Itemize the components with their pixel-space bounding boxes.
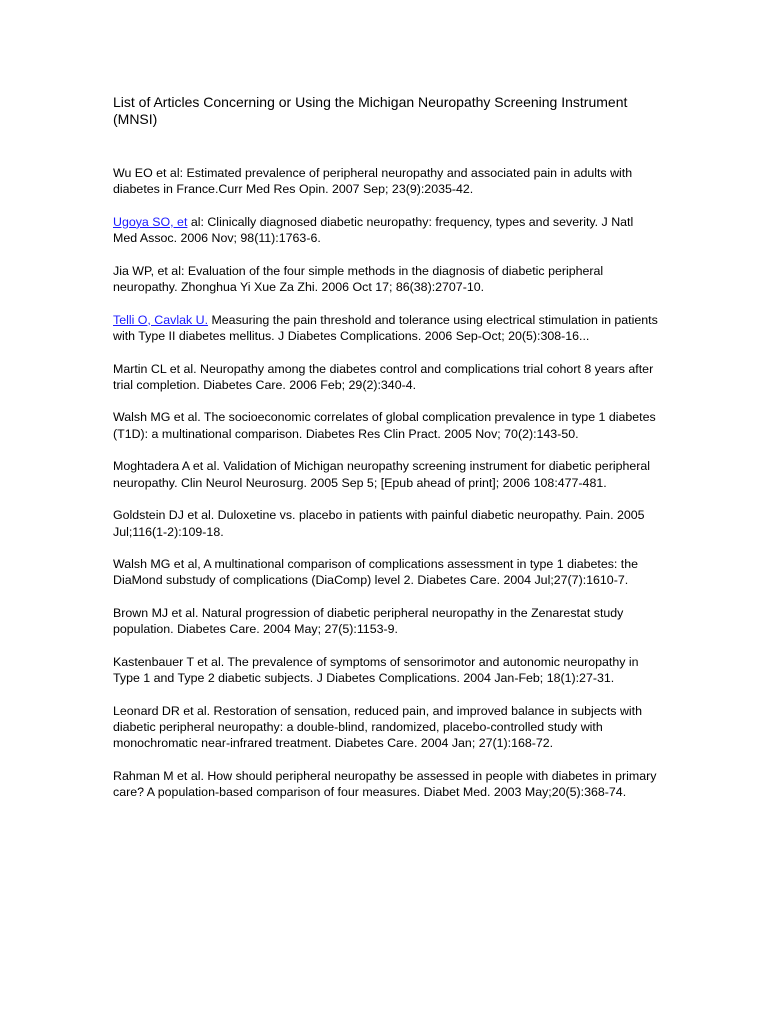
document-title: List of Articles Concerning or Using the Michigan Neuropathy Screening Instrument (MNSI) [113,94,628,127]
reference-item [113,214,658,247]
author-link[interactable]: Ugoya SO, et [113,214,188,229]
reference-text: Walsh MG et al, A multinational comparison of complications assessment in type 1 diabetes: the DiaMond substudy of complications (DiaComp) level 2. Diabetes Care. 2004 Jul;27(7):1610-7. [113,557,639,588]
reference-item [113,768,658,801]
reference-item [113,165,658,198]
reference-text: Leonard DR et al. Restoration of sensation, reduced pain, and improved balance in subjects with diabetic peripheral neuropathy: a double-blind, randomized, placebo-controlled study with monochromatic near-infrared treatment. Diabetes Care. 2004 Jan; 27(1):168-72. [113,703,642,751]
reference-text: Martin CL et al. Neuropathy among the diabetes control and complications trial cohort 8 years after trial completion. Diabetes Care. 2006 Feb; 29(2):340-4. [113,361,654,392]
reference-text: Walsh MG et al. The socioeconomic correlates of global complication prevalence in type 1 diabetes (T1D): a multinational comparison. Diabetes Res Clin Pract. 2005 Nov; 70(2):143-50. [113,410,656,441]
reference-text: Goldstein DJ et al. Duloxetine vs. placebo in patients with painful diabetic neuropathy. Pain. 2005 Jul;116(1-2):109-18. [113,508,645,539]
reference-item [113,703,658,752]
reference-text: Jia WP, et al: Evaluation of the four simple methods in the diagnosis of diabetic peripheral neuropathy. Zhonghua Yi Xue Za Zhi. 2006 Oct 17; 86(38):2707-10. [113,263,604,295]
document-page [113,94,658,817]
reference-item [113,556,658,589]
reference-text: Measuring the pain threshold and tolerance using electrical stimulation in patients with Type II diabetes mellitus. J Diabetes Complications. 2006 Sep-Oct; 20(5):308-16... [113,312,658,343]
reference-text: Brown MJ et al. Natural progression of diabetic peripheral neuropathy in the Zenarestat study population. Diabetes Care. 2004 May; 27(5):1153-9. [113,606,624,637]
reference-text: Wu EO et al: Estimated prevalence of peripheral neuropathy and associated pain in adults with diabetes in France.Curr Med Res Opin. 2007 Sep; 23(9):2035-42. [113,166,633,197]
reference-item [113,654,658,687]
reference-text: Moghtadera A et al. Validation of Michigan neuropathy screening instrument for diabetic peripheral neuropathy. Clin Neurol Neurosurg. 2005 Sep 5; [Epub ahead of print]; 2006 108:477-481. [113,459,651,490]
author-link[interactable]: Telli O, Cavlak U. [113,312,209,327]
reference-text: Kastenbauer T et al. The prevalence of symptoms of sensorimotor and autonomic neuropathy in Type 1 and Type 2 diabetic subjects. J Diabetes Complications. 2004 Jan-Feb; 18(1):27-31. [113,654,639,686]
reference-item [113,458,658,491]
reference-text: Rahman M et al. How should peripheral neuropathy be assessed in people with diabetes in primary care? A population-based comparison of four measures. Diabet Med. 2003 May;20(5):368-74. [113,768,657,800]
reference-item [113,263,658,296]
reference-item [113,409,658,442]
reference-text: al: Clinically diagnosed diabetic neuropathy: frequency, types and severity. J Natl Med Assoc. 2006 Nov; 98(11):1763-6. [113,214,634,246]
reference-item [113,507,658,540]
reference-list [113,165,658,801]
reference-item [113,605,658,638]
reference-item [113,312,658,345]
reference-item [113,361,658,394]
